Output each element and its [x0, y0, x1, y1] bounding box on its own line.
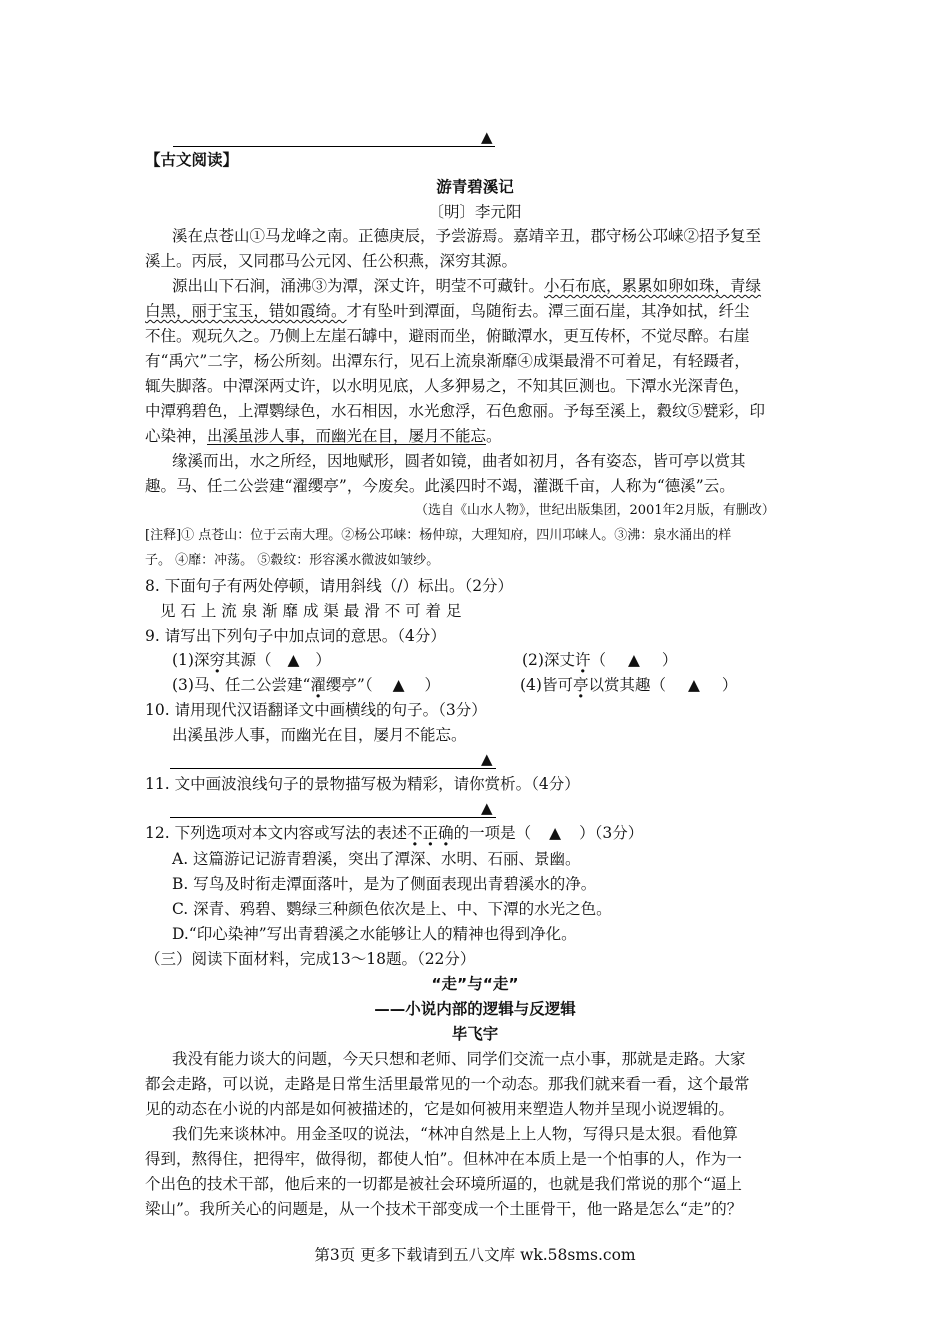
dotted-char: 亭: [572, 676, 589, 694]
essay-line: 都会走路，可以说，走路是日常生活里最常见的一个动态。那我们就来看一看，这个最常: [145, 1075, 750, 1093]
question-11: 11. 文中画波浪线句子的景物描写极为精彩，请你赏析。（4分）: [145, 775, 580, 793]
answer-mark: ▲: [481, 750, 493, 768]
section-label: 【古文阅读】: [145, 151, 239, 169]
section-three-heading: （三）阅读下面材料，完成13～18题。（22分）: [145, 950, 476, 968]
question-9-item: (3)马、任二公尝建“濯缨亭”（ ▲ ）: [172, 676, 441, 694]
passage-text: 。: [486, 427, 502, 445]
passage-line: [172, 275, 761, 297]
question-9: 9. 请写出下列句子中加点词的意思。（4分）: [145, 627, 446, 645]
question-10-sentence: 出溪虽涉人事，而幽光在目，屡月不能忘。: [172, 726, 467, 744]
essay-title: “走”与“走”: [431, 975, 519, 993]
essay-line: 我没有能力谈大的问题，今天只想和老师、同学们交流一点小事，那就是走路。大家: [172, 1050, 746, 1068]
answer-mark: ▲: [481, 128, 493, 146]
dotted-char: 不: [407, 824, 423, 842]
option-a: A. 这篇游记记游青碧溪，突出了潭深、水明、石丽、景幽。: [172, 850, 581, 868]
wavy-underlined-sentence: 小石布底，累累如卵如珠，青绿: [544, 277, 762, 295]
passage-author: 〔明〕李元阳: [428, 203, 522, 221]
answer-line: [173, 146, 495, 147]
dotted-char: 穷: [209, 651, 225, 669]
option-b: B. 写鸟及时衔走潭面落叶，是为了侧面表现出青碧溪水的净。: [172, 875, 597, 893]
answer-mark: ▲: [549, 824, 562, 842]
answer-mark: ▲: [688, 676, 700, 694]
question-12: 12. 下列选项对本文内容或写法的表述不正确的一项是（ ▲ ）（3分）: [145, 824, 644, 842]
source-citation: （选自《山水人物》，世纪出版集团，2001年2月版，有删改）: [415, 503, 775, 518]
underlined-sentence: 出溪虽涉人事，而幽光在目，屡月不能忘: [207, 427, 487, 445]
passage-line: 溪上。丙辰，又同郡马公元冈、任公积燕，深穷其源。: [145, 252, 518, 270]
passage-text: 源出山下石涧，涌沸③为潭，深丈许，明莹不可藏针。: [172, 277, 545, 295]
passage-line: 不住。观玩久之。乃侧上左崖石罅中，避雨而坐，俯瞰潭水，更互传杯，不觉尽醉。右崖: [145, 327, 750, 345]
passage-line: 缘溪而出，水之所经，因地赋形，圆者如镜，曲者如初月，各有姿态，皆可亭以赏其: [172, 452, 746, 470]
answer-mark: ▲: [287, 651, 300, 669]
passage-line: 溪在点苍山①马龙峰之南。正德庚辰，予尝游焉。嘉靖辛丑，郡守杨公邛崃②招予复至: [172, 227, 762, 245]
passage-line: 趣。马、任二公尝建“濯缨亭”，今废矣。此溪四时不竭，灌溉千亩，人称为“德溪”云。: [145, 477, 735, 495]
question-9-item: (2)深丈许（ ▲ ）: [522, 651, 678, 669]
passage-line: 辄失脚落。中潭深两丈许，以水明见底，人多狎易之，不知其叵测也。下潭水光深青色，: [145, 377, 750, 395]
question-9-item: (4)皆可亭以赏其趣（ ▲ ）: [520, 676, 738, 694]
page-footer: 第3页 更多下载请到五八文库 wk.58sms.com: [314, 1246, 636, 1264]
option-c: C. 深青、鸦碧、鹦绿三种颜色依次是上、中、下潭的水光之色。: [172, 900, 612, 918]
essay-line: 梁山”。我所关心的问题是，从一个技术干部变成一个土匪骨干，他一路是怎么“走”的？: [145, 1200, 743, 1218]
passage-line: [145, 300, 750, 322]
wavy-underlined-sentence: 白黑，丽于宝玉，错如霞绮。: [145, 302, 347, 320]
answer-mark: ▲: [392, 676, 405, 694]
question-9-item: (1)深穷其源（ ▲ ）: [172, 651, 331, 669]
annotation-line: [注释]① 点苍山：位于云南大理。②杨公邛崃：杨仲琼，大理知府，四川邛崃人。③沸：泉水涌出的样: [145, 528, 732, 543]
question-10: 10. 请用现代汉语翻译文中画横线的句子。（3分）: [145, 701, 487, 719]
essay-author: 毕飞宇: [451, 1025, 499, 1043]
dotted-char: 濯: [310, 676, 326, 694]
dotted-char: 许: [574, 651, 591, 669]
essay-subtitle: ——小说内部的逻辑与反逻辑: [374, 1000, 576, 1018]
dotted-char: 确: [438, 824, 454, 842]
answer-line: [170, 817, 496, 818]
essay-line: 见的动态在小说的内部是如何被描述的，它是如何被用来塑造人物并呈现小说逻辑的。: [145, 1100, 735, 1118]
question-8-sentence: 见 石 上 流 泉 渐 靡 成 渠 最 滑 不 可 着 足: [160, 602, 462, 620]
passage-text: 心染神，: [145, 427, 208, 445]
answer-mark: ▲: [628, 651, 640, 669]
essay-line: 得到，熬得住，把得牢，做得彻，都使人怕”。但林冲在本质上是一个怕事的人，作为一: [145, 1150, 742, 1168]
answer-line: [170, 768, 496, 769]
question-8: 8. 下面句子有两处停顿，请用斜线（/）标出。（2分）: [145, 577, 514, 595]
passage-line: [145, 425, 502, 447]
passage-title: 游青碧溪记: [436, 178, 514, 196]
dotted-char: 正: [422, 824, 439, 842]
option-d: D.“印心染神”写出青碧溪之水能够让人的精神也得到净化。: [172, 925, 577, 943]
answer-mark: ▲: [481, 799, 493, 817]
annotation-line: 子。 ④靡：冲荡。 ⑤縠纹：形容溪水微波如皱纱。: [145, 553, 440, 568]
essay-line: 个出色的技术干部，他后来的一切都是被社会环境所逼的，也就是我们常说的那个“逼上: [145, 1175, 742, 1193]
essay-line: 我们先来谈林冲。用金圣叹的说法，“林冲自然是上上人物，写得只是太狠。看他算: [172, 1125, 738, 1143]
passage-line: 中潭鸦碧色，上潭鹦绿色，水石相因，水光愈浮，石色愈丽。予每至溪上，縠纹⑤甓彩，印: [145, 402, 766, 420]
passage-line: 有“禹穴”二字，杨公所刻。出潭东行，见石上流泉渐靡④成渠最滑不可着足，有轻蹑者，: [145, 352, 750, 370]
passage-text: 才有坠叶到潭面，鸟随衔去。潭三面石崖，其净如拭，纤尘: [346, 302, 750, 320]
